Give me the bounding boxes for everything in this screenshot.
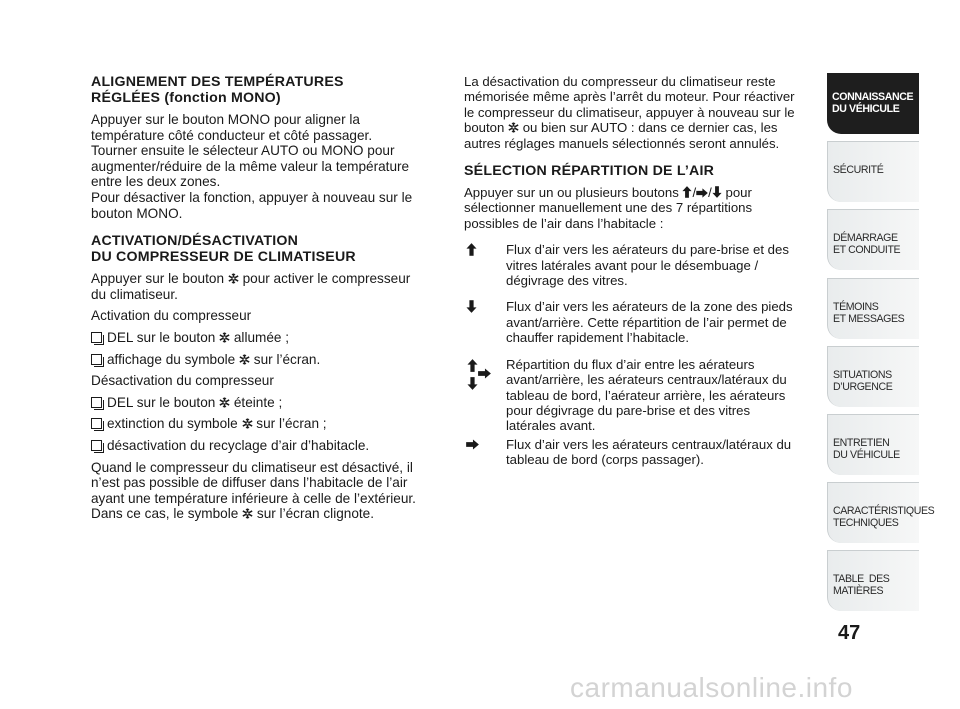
text-line: pour dégivrage du pare-brise et des vitres: [506, 402, 751, 418]
tab-temoins-et-messages[interactable]: [827, 278, 919, 339]
text-line: autres réglages manuels sélectionnés seront annulés.: [464, 135, 780, 151]
snowflake-icon: [239, 354, 250, 365]
distribution-item: [464, 437, 816, 468]
text-line: Flux d’air vers les aérateurs de la zone des pieds: [506, 299, 793, 315]
text-fragment: extinction du symbole: [107, 416, 238, 432]
text-fragment: pour: [725, 185, 752, 201]
text-line: dégivrage des vitres.: [506, 273, 628, 289]
arrow-right-icon: [696, 188, 708, 198]
text-fragment: sur l’écran ;: [256, 416, 327, 432]
text-line: chauffer rapidement l’habitacle.: [506, 330, 690, 346]
watermark: carmanualsonline.info: [570, 672, 853, 703]
chapter-tabs: [827, 73, 935, 619]
tab-label: TÉMOINS: [833, 300, 879, 313]
text-line: La désactivation du compresseur du climatiseur reste: [464, 74, 776, 89]
text-line: vitres latérales avant pour le désembuage /: [506, 257, 759, 273]
checkbox-bullet-icon: [91, 440, 102, 451]
text-line: avant/arrière, les aérateurs centraux/latéraux du: [506, 372, 787, 388]
heading-compressor-line1: ACTIVATION/DÉSACTIVATION: [91, 233, 299, 250]
text-fragment: DEL sur le bouton: [107, 329, 216, 345]
tab-label: DU VÉHICULE: [833, 448, 900, 461]
tab-connaissance-du-vehicule[interactable]: [827, 73, 919, 134]
checkbox-bullet-icon: [91, 332, 102, 343]
arrow-combo-icon: [464, 359, 494, 391]
tab-label: D’URGENCE: [833, 380, 893, 393]
checkbox-bullet-icon: [91, 418, 102, 429]
tab-label: MATIÈRES: [833, 585, 884, 598]
text-line: Pour désactiver la fonction, appuyer à nouveau sur le: [91, 189, 413, 205]
heading-compressor-line2: DU COMPRESSEUR DE CLIMATISEUR: [91, 249, 356, 266]
snowflake-icon: [242, 508, 253, 519]
text-line: possibles de l’air dans l’habitacle :: [464, 215, 664, 231]
text-line: entre les deux zones.: [91, 174, 221, 190]
tab-entretien-du-vehicule[interactable]: [827, 414, 919, 475]
text-fragment: bouton: [464, 120, 505, 136]
tab-label: CARACTÉRISTIQUES: [833, 505, 935, 518]
text-fragment: allumée ;: [233, 329, 290, 345]
text-line: Appuyer sur le bouton MONO pour aligner la: [91, 112, 360, 127]
tab-label: SÉCURITÉ: [833, 164, 884, 177]
arrow-down-icon: [712, 186, 722, 198]
deactivation-title: Désactivation du compresseur: [91, 373, 274, 389]
tab-table-des-matieres[interactable]: [827, 550, 919, 611]
checkbox-bullet-icon: [91, 354, 102, 365]
text-fragment: DEL sur le bouton: [107, 394, 216, 410]
text-line: ayant une température inférieure à celle de l’extérieur.: [91, 490, 416, 506]
distribution-item: [464, 357, 816, 434]
heading-mono-line1: ALIGNEMENT DES TEMPÉRATURES: [91, 74, 344, 90]
text-line: sélectionner manuellement une des 7 répartitions: [464, 200, 753, 216]
text-fragment: désactivation du recyclage d’air d’habitacle.: [107, 437, 370, 453]
tab-demarrage-et-conduite[interactable]: [827, 209, 919, 270]
text-line: du climatiseur.: [91, 286, 178, 302]
text-line: mémorisée même après l’arrêt du moteur. Pour réactiver: [464, 89, 795, 105]
tab-label: DÉMARRAGE: [833, 232, 898, 245]
arrow-up-icon: [682, 186, 692, 198]
tab-situations-durgence[interactable]: [827, 346, 919, 407]
arrow-up-icon: [466, 243, 477, 256]
snowflake-icon: [242, 418, 253, 429]
text-line: bouton MONO.: [91, 205, 183, 221]
tab-label: ENTRETIEN: [833, 436, 890, 449]
text-line: Tourner ensuite le sélecteur AUTO ou MONO pour: [91, 143, 395, 159]
arrow-right-icon: [466, 439, 479, 450]
text-line: le compresseur du climatiseur, appuyer à nouveau sur le: [464, 104, 795, 120]
distribution-item: [464, 242, 816, 288]
heading-air-distribution: SÉLECTION RÉPARTITION DE L’AIR: [464, 163, 715, 180]
tab-securite[interactable]: [827, 141, 919, 202]
text-fragment: Appuyer sur un ou plusieurs boutons: [464, 185, 679, 201]
text-line: augmenter/réduire de la même valeur la température: [91, 158, 410, 174]
text-fragment: Dans ce cas, le symbole: [91, 506, 239, 522]
text-fragment: ou bien sur AUTO : dans ce dernier cas, les: [522, 120, 778, 136]
tab-label: TECHNIQUES: [833, 517, 899, 530]
snowflake-icon: [508, 122, 519, 133]
tab-label: ET MESSAGES: [833, 312, 905, 325]
text-line: Répartition du flux d’air entre les aérateurs: [506, 356, 755, 372]
tab-caracteristiques-techniques[interactable]: [827, 482, 935, 543]
text-fragment: éteinte ;: [233, 394, 283, 410]
text-line: tableau de bord, l’aérateur arrière, les aérateurs: [506, 387, 786, 403]
tab-label: CONNAISSANCE: [832, 91, 914, 103]
tab-label: ET CONDUITE: [833, 244, 901, 257]
text-line: tableau de bord (corps passager).: [506, 452, 704, 468]
tab-label: SITUATIONS: [833, 368, 892, 381]
snowflake-icon: [219, 397, 230, 408]
text-fragment: pour activer le compresseur: [242, 271, 411, 287]
arrow-down-icon: [466, 300, 477, 313]
text-line: Quand le compresseur du climatiseur est désactivé, il: [91, 459, 413, 475]
text-line: Flux d’air vers les aérateurs du pare-brise et des: [506, 242, 789, 258]
text-line: avant/arrière. Cette répartition de l’air permet de: [506, 314, 787, 330]
text-line: latérales avant.: [506, 418, 596, 434]
distribution-item: [464, 299, 816, 345]
text-fragment: sur l’écran.: [253, 351, 321, 367]
left-column: [91, 74, 441, 522]
text-line: température côté conducteur et côté passager.: [91, 127, 373, 143]
tab-label: DU VÉHICULE: [832, 103, 900, 115]
text-line: n’est pas possible de diffuser dans l’habitacle de l’air: [91, 475, 408, 491]
text-fragment: Appuyer sur le bouton: [91, 271, 225, 287]
text-fragment: affichage du symbole: [107, 351, 236, 367]
activation-title: Activation du compresseur: [91, 308, 252, 324]
right-column: La désactivation du compresseur du climatiseur reste mémorisée même après l’arrêt du moteur. Pour réactiver le compresseur du climatiseur, appuyer à nouveau sur le bouton ou bien sur AUTO : dans ce dernier cas, les autres réglages manuels sélectionnés seront annulés. SÉLECTION RÉPARTITION DE L’AIR Appuyer sur un ou plusieurs boutons / / pour sélectionner manuellement une des 7 répartitions possibles de l’air dans l’habitacle : Flux d’air vers les aérateurs du pare-brise et des vitres latérales avant pour le désembuage / dégivrage des vitres. Flux d’air vers les aérateurs de la zone des pieds avant/arrière. Cette répartition de l’air permet de chauffer rapidement l’habitacle. Répartition du flux d’air entre les aérateurs avant/arrière, les aérateurs centraux/latéraux du tableau de bord, l’aérateur arrière, les aérateurs pour dégivrage du pare-brise et des vitres latérales avant. Flux d’air vers les aérateurs centraux/latéraux du tableau de bord (corps passager).: [464, 74, 816, 468]
text-line: Flux d’air vers les aérateurs centraux/latéraux du: [506, 436, 792, 452]
page-number: 47: [838, 622, 861, 644]
tab-label: TABLE DES: [833, 573, 890, 586]
heading-mono-line2: RÉGLÉES (fonction MONO): [91, 90, 281, 106]
text-fragment: sur l’écran clignote.: [256, 506, 375, 522]
checkbox-bullet-icon: [91, 397, 102, 408]
snowflake-icon: [219, 332, 230, 343]
snowflake-icon: [228, 273, 239, 284]
